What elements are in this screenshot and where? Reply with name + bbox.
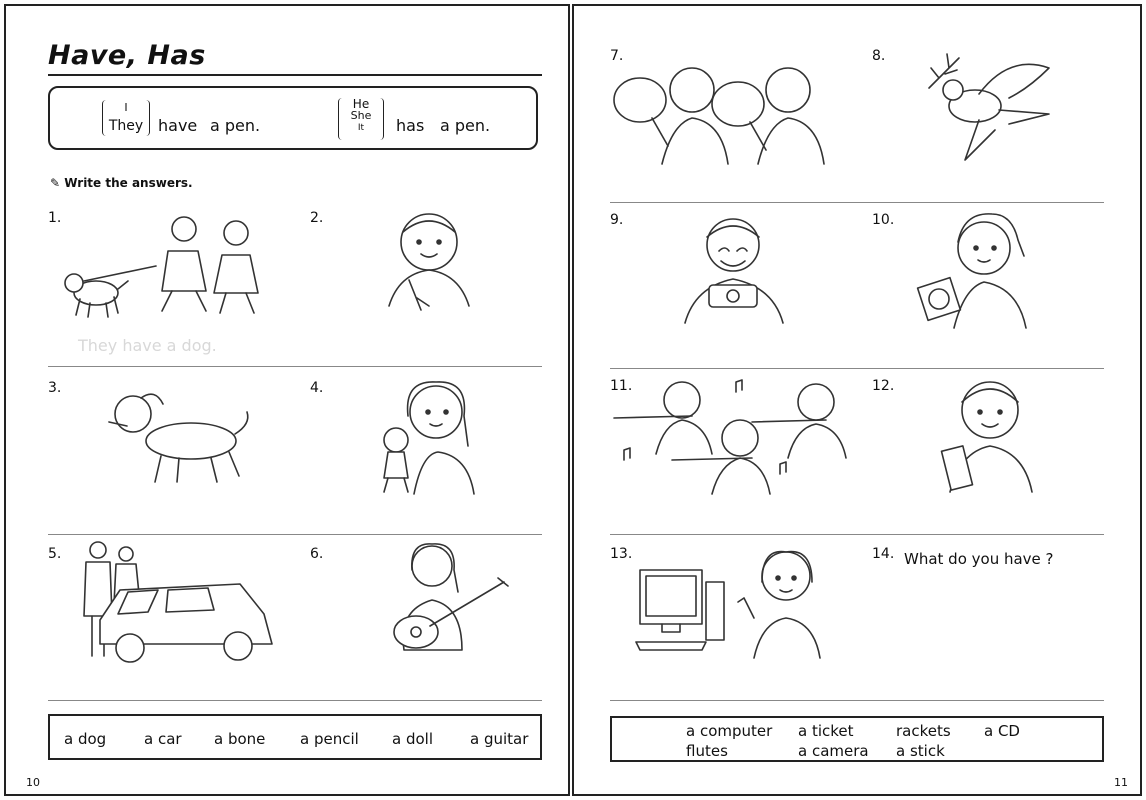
divider-row-2-right (610, 368, 1104, 369)
item-number-1: 1. (48, 210, 62, 226)
couple-with-car-picture (78, 540, 278, 670)
word-a-camera: a camera (798, 742, 869, 760)
pencil-icon: ✎ (50, 176, 61, 190)
boys-with-rackets-picture (612, 56, 822, 166)
word-a-computer: a computer (686, 722, 773, 740)
word-a-stick: a stick (896, 742, 945, 760)
pronoun-bracket-plural (102, 100, 150, 136)
divider-row-2 (48, 534, 542, 535)
item-number-8: 8. (872, 48, 886, 64)
page-number-right: 11 (1114, 776, 1128, 789)
verb-has: has (396, 116, 425, 135)
item-number-9: 9. (610, 212, 624, 228)
pronoun-i: I (124, 101, 128, 114)
instruction-text: Write the answers. (64, 176, 193, 190)
word-a-ticket: a ticket (798, 722, 854, 740)
divider-row-1 (48, 366, 542, 367)
pronoun-he: He (352, 97, 370, 111)
left-page (4, 4, 570, 796)
bird-with-stick-picture (919, 44, 1059, 164)
item-number-13: 13. (610, 546, 633, 562)
question-14: What do you have ? (904, 550, 1054, 568)
item-number-2: 2. (310, 210, 324, 226)
item-number-12: 12. (872, 378, 895, 394)
boy-with-pencil-picture (381, 206, 481, 331)
boy-with-camera-picture (679, 211, 789, 336)
item-number-11: 11. (610, 378, 633, 394)
verb-have: have (158, 116, 198, 135)
word-a-cd: a CD (984, 722, 1020, 740)
item-number-4: 4. (310, 380, 324, 396)
item-number-6: 6. (310, 546, 324, 562)
pronoun-bracket-singular (338, 98, 384, 140)
girl-with-cd-picture (914, 208, 1034, 333)
pronoun-she: She (350, 109, 372, 122)
item-number-3: 3. (48, 380, 62, 396)
word-bank-left (48, 714, 542, 760)
word-a-bone: a bone (214, 730, 266, 748)
dog-with-bone-picture (101, 386, 261, 496)
pronoun-they: They (108, 118, 144, 134)
word-flutes: flutes (686, 742, 728, 760)
right-page (572, 4, 1142, 796)
pronoun-it: It (357, 123, 365, 133)
worksheet-title: Have, Has (48, 40, 206, 71)
item-number-7: 7. (610, 48, 624, 64)
page-number-left: 10 (26, 776, 40, 789)
item-number-14: 14. (872, 546, 895, 562)
word-a-guitar: a guitar (470, 730, 529, 748)
boy-with-ticket-picture (936, 374, 1046, 499)
instruction (50, 176, 193, 190)
word-bank-right (610, 716, 1104, 762)
children-with-flutes-picture (612, 378, 852, 498)
girl-with-doll-picture (374, 376, 484, 501)
word-a-pencil: a pencil (300, 730, 359, 748)
divider-row-3-right (610, 534, 1104, 535)
example-answer: They have a dog. (78, 336, 217, 355)
divider-row-3 (48, 700, 542, 701)
girls-walking-dog-picture (56, 211, 276, 331)
item-number-10: 10. (872, 212, 895, 228)
divider-row-1-right (610, 202, 1104, 203)
word-a-doll: a doll (392, 730, 433, 748)
grammar-box (48, 86, 538, 150)
item-number-5: 5. (48, 546, 62, 562)
girl-with-computer-picture (634, 546, 834, 661)
word-rackets: rackets (896, 722, 951, 740)
object-pen-1: a pen. (210, 116, 261, 135)
word-a-car: a car (144, 730, 182, 748)
word-a-dog: a dog (64, 730, 107, 748)
title-underline (48, 74, 542, 76)
girl-with-guitar-picture (386, 540, 516, 670)
object-pen-2: a pen. (440, 116, 491, 135)
divider-row-4-right (610, 700, 1104, 701)
